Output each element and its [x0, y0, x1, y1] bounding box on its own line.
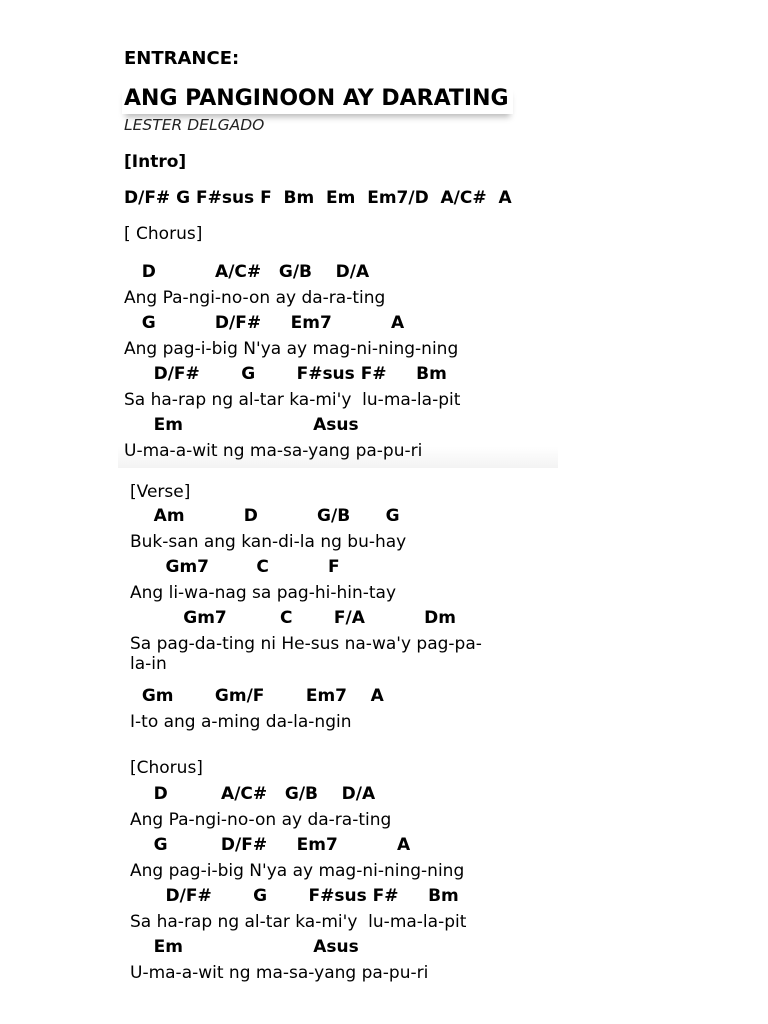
- chord-line: Gm7 C F/A Dm: [130, 608, 456, 628]
- chorus-heading: [ Chorus]: [124, 224, 203, 244]
- intro-heading: [Intro]: [124, 152, 187, 172]
- chord-line: G D/F# Em7 A: [130, 835, 411, 855]
- lyric-line: Ang Pa-ngi-no-on ay da-ra-ting: [130, 810, 392, 830]
- chord-line: D A/C# G/B D/A: [130, 784, 376, 804]
- lyric-line: Ang pag-i-big N'ya ay mag-ni-ning-ning: [130, 861, 465, 881]
- song-title: ANG PANGINOON AY DARATING: [124, 86, 509, 111]
- lyric-line: U-ma-a-wit ng ma-sa-yang pa-pu-ri: [130, 963, 429, 983]
- chorus-block: [130, 784, 466, 988]
- lyric-line: Ang pag-i-big N'ya ay mag-ni-ning-ning: [124, 339, 459, 359]
- chord-line: D A/C# G/B D/A: [124, 262, 370, 282]
- chord-line: D/F# G F#sus F# Bm: [130, 886, 459, 906]
- lyric-line: Buk-san ang kan-di-la ng bu-hay: [130, 532, 407, 552]
- lyric-line: Ang li-wa-nag sa pag-hi-hin-tay: [130, 583, 397, 603]
- chord-line: Gm7 C F: [130, 557, 340, 577]
- chord-line: G D/F# Em7 A: [124, 313, 405, 333]
- chord-line: Em Asus: [130, 937, 359, 957]
- chord-line: Am D G/B G: [130, 506, 400, 526]
- lyric-line: Ang Pa-ngi-no-on ay da-ra-ting: [124, 288, 386, 308]
- song-title-box: [122, 86, 513, 114]
- lyric-line: Sa pag-da-ting ni He-sus na-wa'y pag-pa- la-in: [130, 634, 482, 674]
- song-author: LESTER DELGADO: [124, 116, 265, 134]
- intro-chords: D/F# G F#sus F Bm Em Em7/D A/C# A: [124, 188, 512, 208]
- chord-line: Gm Gm/F Em7 A: [130, 686, 384, 706]
- verse-heading: [Verse]: [130, 482, 191, 502]
- lyric-line: Sa ha-rap ng al-tar ka-mi'y lu-ma-la-pit: [130, 912, 467, 932]
- section-label: ENTRANCE:: [124, 48, 240, 69]
- chorus-block: [124, 262, 460, 466]
- chord-line: Em Asus: [124, 415, 359, 435]
- lyric-line: Sa ha-rap ng al-tar ka-mi'y lu-ma-la-pit: [124, 390, 461, 410]
- lyric-line: I-to ang a-ming da-la-ngin: [130, 712, 352, 732]
- chorus-heading: [Chorus]: [130, 758, 203, 778]
- chord-line: D/F# G F#sus F# Bm: [124, 364, 447, 384]
- lyric-line: U-ma-a-wit ng ma-sa-yang pa-pu-ri: [124, 441, 423, 461]
- verse-block: [130, 506, 482, 737]
